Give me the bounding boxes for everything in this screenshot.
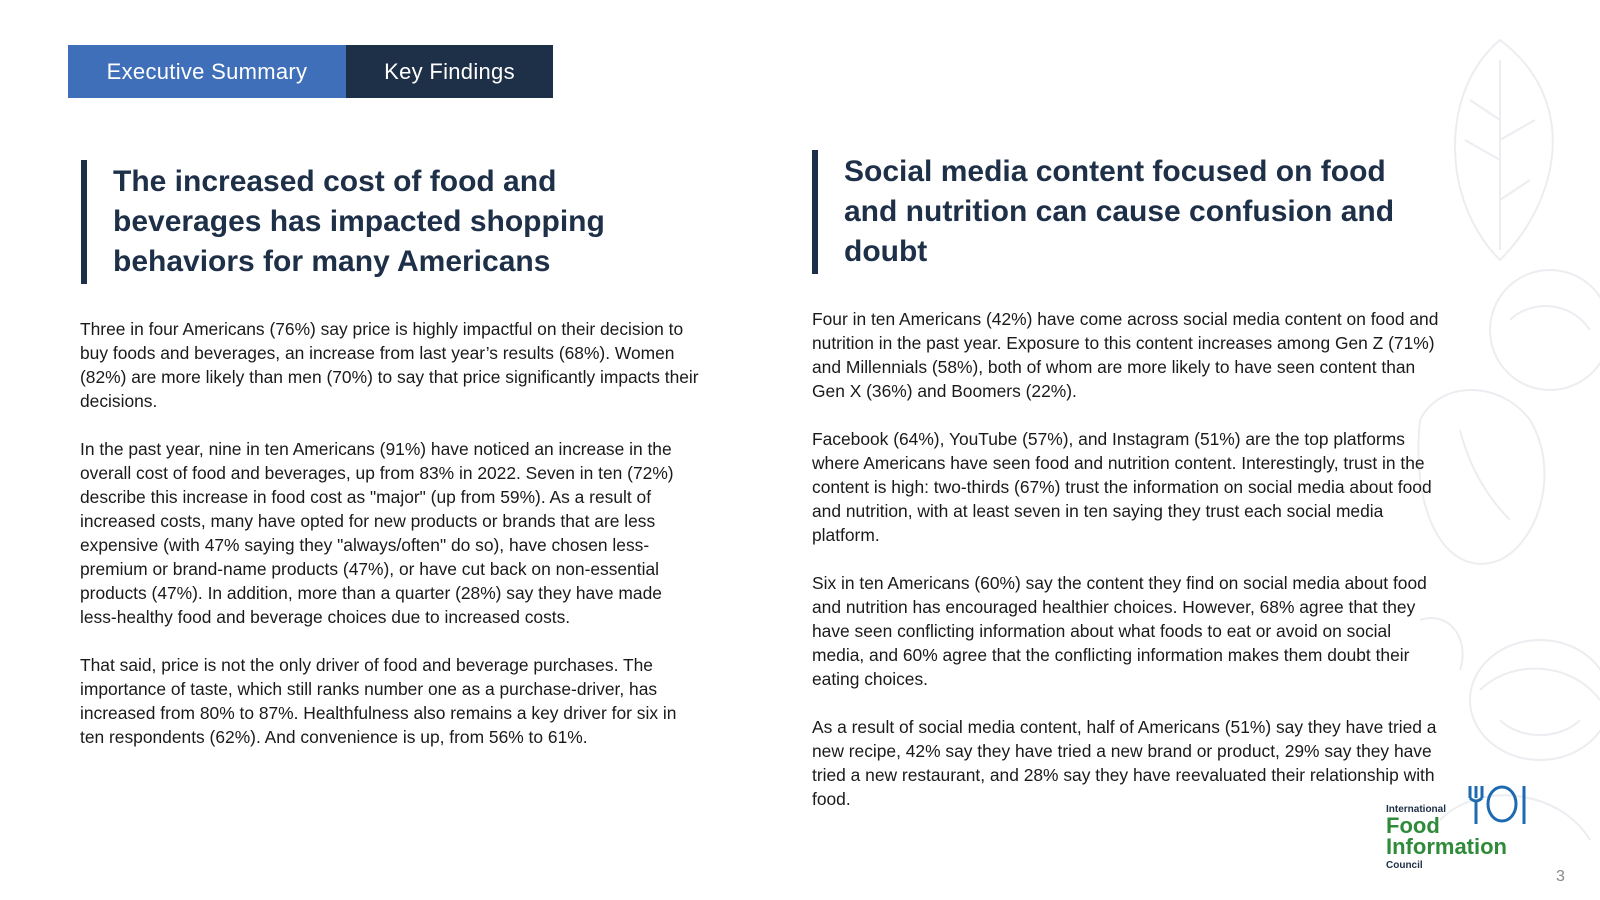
right-paragraph-3: Six in ten Americans (60%) say the content they find on social media about food and nutrition has encouraged healthier choices. However, 68% agree that they have seen conflicting information about what foods to eat or avoid on social media, and 60% agree that the conflicting information makes them doubt their eating choices.	[812, 573, 1427, 689]
left-paragraph-1: Three in four Americans (76%) say price is highly impactful on their decision to buy foods and beverages, an increase from last year’s results (68%). Women (82%) are more likely than men (70%) to say that price significantly impacts their decisions.	[80, 319, 699, 411]
logo-line-food: Food	[1386, 813, 1440, 838]
left-paragraph-3: That said, price is not the only driver of food and beverage purchases. The importance of taste, which still ranks number one as a purchase-driver, has increased from 80% to 87%. Healthfulness also remains a key driver for six in ten respondents (62%). And convenience is up, from 56% to 61%.	[80, 655, 677, 747]
right-section-body	[812, 307, 1440, 838]
logo-line-information: Information	[1386, 834, 1507, 859]
section-tabs	[68, 45, 553, 98]
left-paragraph-2: In the past year, nine in ten Americans (91%) have noticed an increase in the overall cost of food and beverages, up from 83% in 2022. Seven in ten (72%) describe this increase in food cost as "major" (up from 59%). As a result of increased costs, many have opted for new products or brands that are less expensive (with 47% saying they "always/often" do so), have chosen less-premium or brand-name products (47%), or have cut back on non-essential products (47%). In addition, more than a quarter (28%) say they have made less-healthy food and beverage choices due to increased costs.	[80, 439, 674, 627]
tab-executive-summary[interactable]: Executive Summary	[68, 45, 346, 98]
tab-key-findings[interactable]: Key Findings	[346, 45, 553, 98]
right-paragraph-4: As a result of social media content, half of Americans (51%) say they have tried a new recipe, 42% say they have tried a new brand or product, 29% say they have tried a new restaurant, and 28% say they have reevaluated their relationship with food.	[812, 717, 1437, 809]
right-paragraph-2: Facebook (64%), YouTube (57%), and Instagram (51%) are the top platforms where Americans have seen food and nutrition content. Interestingly, trust in the content is high: two-thirds (67%) trust the information on social media about food and nutrition, with at least seven in ten saying they trust each social media platform.	[812, 429, 1432, 545]
right-paragraph-1: Four in ten Americans (42%) have come across social media content on food and nutrition in the past year. Exposure to this content increases among Gen Z (71%) and Millennials (58%), both of whom are more likely to have seen content than Gen X (36%) and Boomers (22%).	[812, 309, 1439, 401]
fork-spoon-icon	[1464, 782, 1528, 826]
page-number: 3	[1556, 868, 1565, 885]
logo-line-council: Council	[1386, 860, 1423, 871]
logo-line-international: International	[1386, 804, 1447, 815]
right-section-heading: Social media content focused on food and nutrition can cause confusion and doubt	[812, 150, 1432, 274]
ific-logo	[1386, 782, 1536, 870]
left-section-body	[80, 317, 702, 773]
left-section-heading: The increased cost of food and beverages has impacted shopping behaviors for many Americans	[81, 160, 701, 284]
